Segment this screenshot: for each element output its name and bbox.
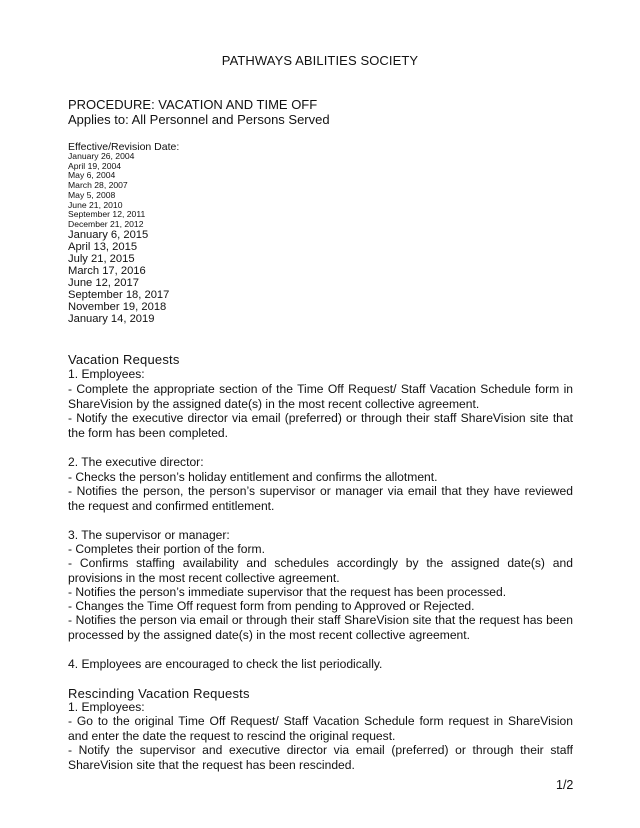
vacation-s3-p2: - Confirms staffing availability and schedules accordingly by the assigned date(s) and provisions in the most recent collective agreement. [68, 556, 573, 585]
vacation-s1-p2: - Notify the executive director via email (preferred) or through their staff ShareVision site that the form has been completed. [68, 411, 573, 440]
vacation-s3-p5: - Notifies the person via email or through their staff ShareVision site that the request has been processed by the assigned date(s) in the most recent collective agreement. [68, 613, 573, 642]
vacation-s2-p1: - Checks the person’s holiday entitlement and confirms the allotment. [68, 470, 438, 484]
revision-date: April 13, 2015 [68, 241, 138, 253]
vacation-s3-p3: - Notifies the person’s immediate supervisor that the request has been processed. [68, 585, 507, 599]
revision-dates-large [68, 229, 169, 325]
rescinding-heading: Rescinding Vacation Requests [68, 686, 250, 701]
revision-date: June 21, 2010 [68, 199, 123, 210]
revision-date: May 6, 2004 [68, 170, 116, 181]
revision-date: January 26, 2004 [68, 151, 135, 161]
revision-date: May 5, 2008 [68, 189, 116, 200]
revision-date: March 28, 2007 [68, 180, 128, 191]
revision-dates-small [68, 152, 145, 230]
vacation-s3-title: 3. The supervisor or manager: [68, 528, 230, 542]
revision-date: December 21, 2012 [68, 218, 144, 229]
revision-date: January 6, 2015 [68, 229, 149, 241]
procedure-title: PROCEDURE: VACATION AND TIME OFF [68, 97, 318, 112]
vacation-s4: 4. Employees are encouraged to check the list periodically. [68, 657, 383, 671]
revision-date: November 19, 2018 [68, 301, 167, 313]
revision-date: January 14, 2019 [68, 313, 155, 325]
revision-date-label: Effective/Revision Date: [68, 141, 180, 153]
organization-name: PATHWAYS ABILITIES SOCIETY [221, 53, 419, 68]
vacation-s3-p4: - Changes the Time Off request form from pending to Approved or Rejected. [68, 599, 475, 613]
applies-to: Applies to: All Personnel and Persons Served [68, 112, 330, 127]
revision-date: June 12, 2017 [68, 277, 139, 289]
rescinding-s1-p1: - Go to the original Time Off Request/ Staff Vacation Schedule form request in ShareVision and enter the date the request to rescind the original request. [68, 714, 573, 743]
revision-date: March 17, 2016 [68, 265, 146, 277]
revision-date: September 18, 2017 [68, 289, 170, 301]
revision-date: April 19, 2004 [68, 160, 122, 171]
vacation-s1-p1: - Complete the appropriate section of the Time Off Request/ Staff Vacation Schedule form in ShareVision by the assigned date(s) in the most recent collective agreement. [68, 382, 573, 411]
vacation-requests-heading: Vacation Requests [68, 352, 180, 367]
revision-date: September 12, 2011 [68, 209, 146, 220]
vacation-s2-title: 2. The executive director: [68, 455, 204, 469]
rescinding-s1-p2: - Notify the supervisor and executive director via email (preferred) or through their staff ShareVision site that the request has been rescinded. [68, 743, 573, 772]
vacation-s2-p2: - Notifies the person, the person’s supervisor or manager via email that they have reviewed the request and confirmed entitlement. [68, 484, 573, 513]
revision-date: July 21, 2015 [68, 253, 135, 265]
page-number: 1/2 [556, 778, 574, 792]
vacation-s3-p1: - Completes their portion of the form. [68, 542, 265, 556]
vacation-s1-title: 1. Employees: [68, 367, 145, 381]
rescinding-s1-title: 1. Employees: [68, 700, 145, 714]
